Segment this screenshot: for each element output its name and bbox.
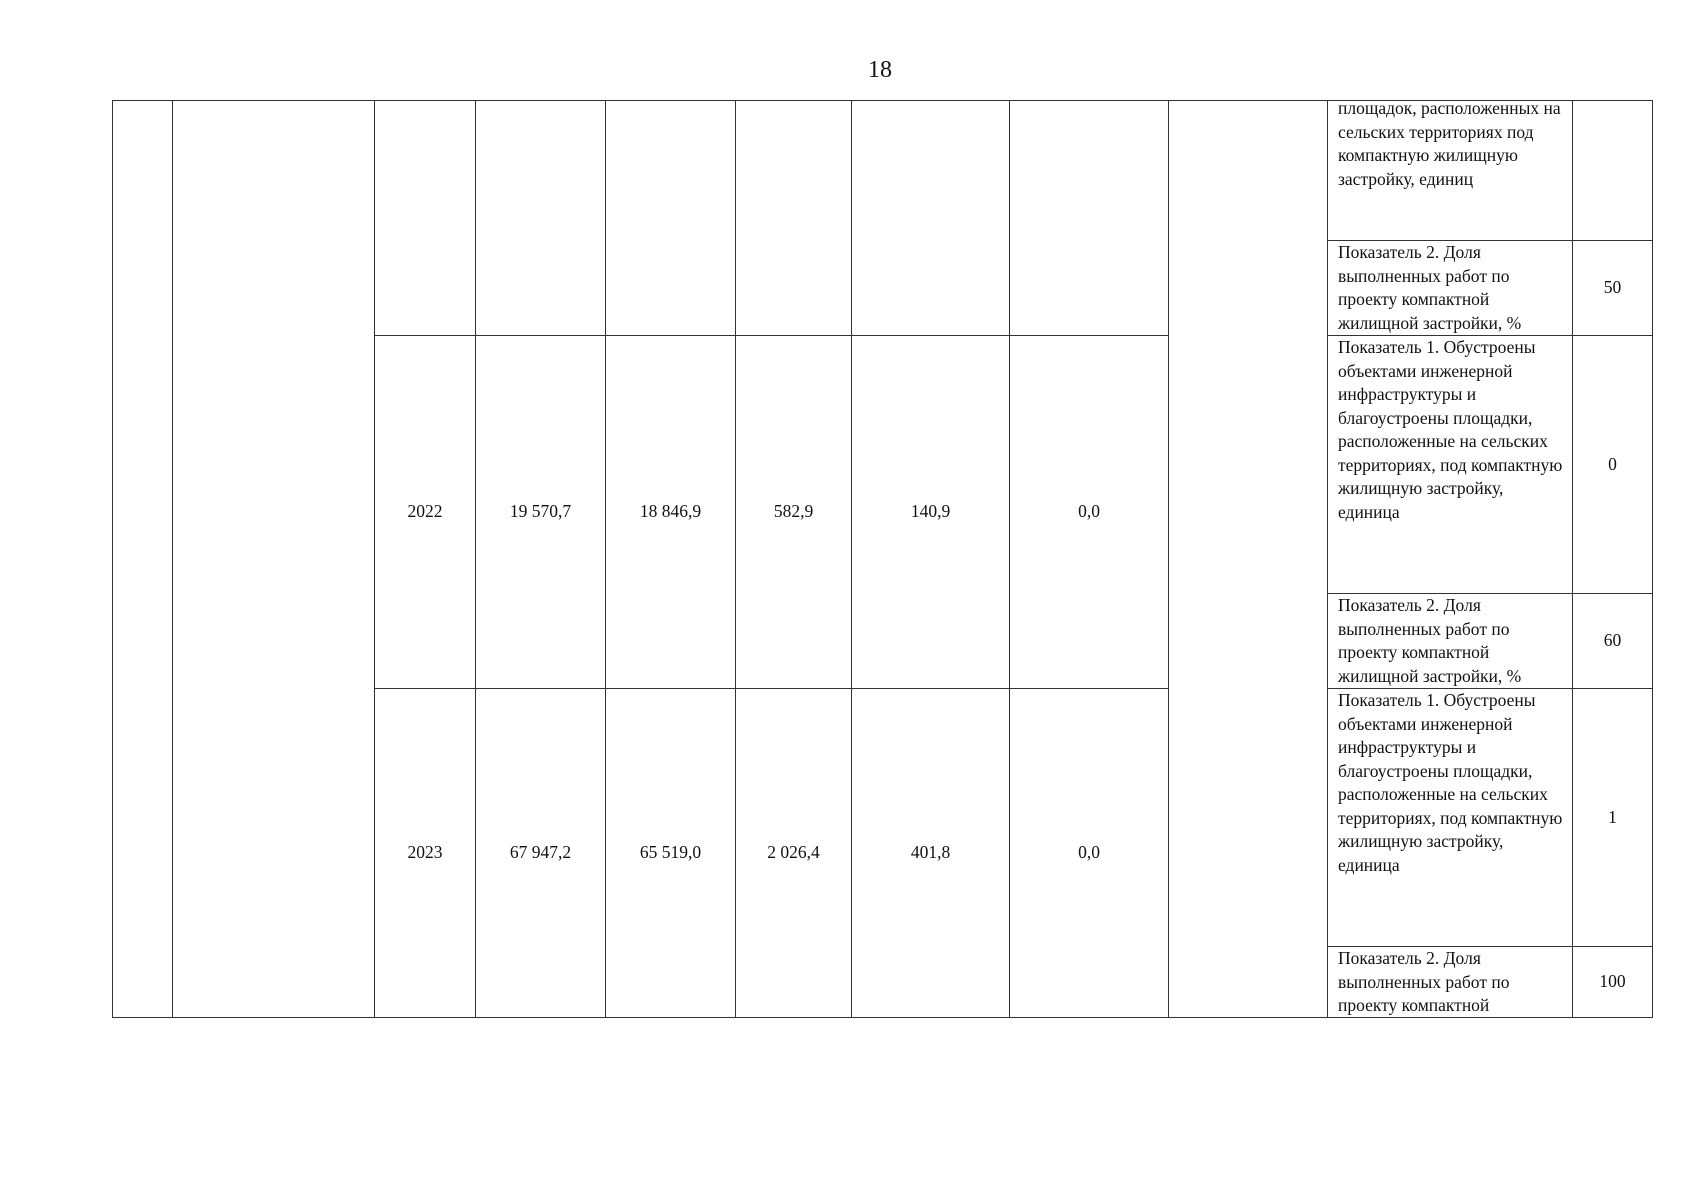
indicator-text-cell [1328,336,1573,594]
indicator-text: Показатель 2. Доля выполненных работ по проекту компактной [1338,948,1510,1015]
regional-budget-cell: 582,9 [736,336,852,689]
year-cell: 2022 [375,336,476,689]
program-funding-table [112,100,1653,1018]
indicator-text: Показатель 2. Доля выполненных работ по проекту компактной жилищной застройки, % [1338,242,1522,333]
federal-budget-cell: 65 519,0 [606,689,736,1018]
indicator-value-cell [1573,101,1653,241]
local-budget-cell: 140,9 [852,336,1010,689]
indicator-text: площадок, расположенных на сельских территориях под компактную жилищную застройку, единиц [1338,100,1561,189]
regional-budget-cell [736,101,852,336]
indicator-text-cell [1328,947,1573,1018]
indicator-text: Показатель 1. Обустроены объектами инженерной инфраструктуры и благоустроены площадки, расположенные на сельских территориях, под компактную жилищную застройку, единица [1338,337,1563,522]
indicator-value-cell: 0 [1573,336,1653,594]
activity-name-cell [173,101,375,1018]
total-cell: 19 570,7 [476,336,606,689]
total-cell: 67 947,2 [476,689,606,1018]
indicator-value-cell: 50 [1573,241,1653,336]
indicator-text-cell [1328,594,1573,689]
local-budget-cell: 401,8 [852,689,1010,1018]
indicator-value-cell: 100 [1573,947,1653,1018]
extra-budget-cell: 0,0 [1010,336,1169,689]
federal-budget-cell [606,101,736,336]
total-cell [476,101,606,336]
indicator-text-cell [1328,241,1573,336]
federal-budget-cell: 18 846,9 [606,336,736,689]
indicator-text-cell [1328,101,1573,241]
indicator-value-cell: 60 [1573,594,1653,689]
indicator-text: Показатель 1. Обустроены объектами инженерной инфраструктуры и благоустроены площадки, расположенные на сельских территориях, под компактную жилищную застройку, единица [1338,690,1563,875]
indicator-text-cell [1328,689,1573,947]
indicator-value-cell: 1 [1573,689,1653,947]
extra-budget-cell: 0,0 [1010,689,1169,1018]
regional-budget-cell: 2 026,4 [736,689,852,1018]
year-cell: 2023 [375,689,476,1018]
year-cell [375,101,476,336]
table-row [113,101,1653,241]
extra-budget-cell [1010,101,1169,336]
local-budget-cell [852,101,1010,336]
page-number: 18 [868,57,892,83]
number-cell [113,101,173,1018]
executor-cell [1169,101,1328,1018]
indicator-text: Показатель 2. Доля выполненных работ по проекту компактной жилищной застройки, % [1338,595,1522,686]
